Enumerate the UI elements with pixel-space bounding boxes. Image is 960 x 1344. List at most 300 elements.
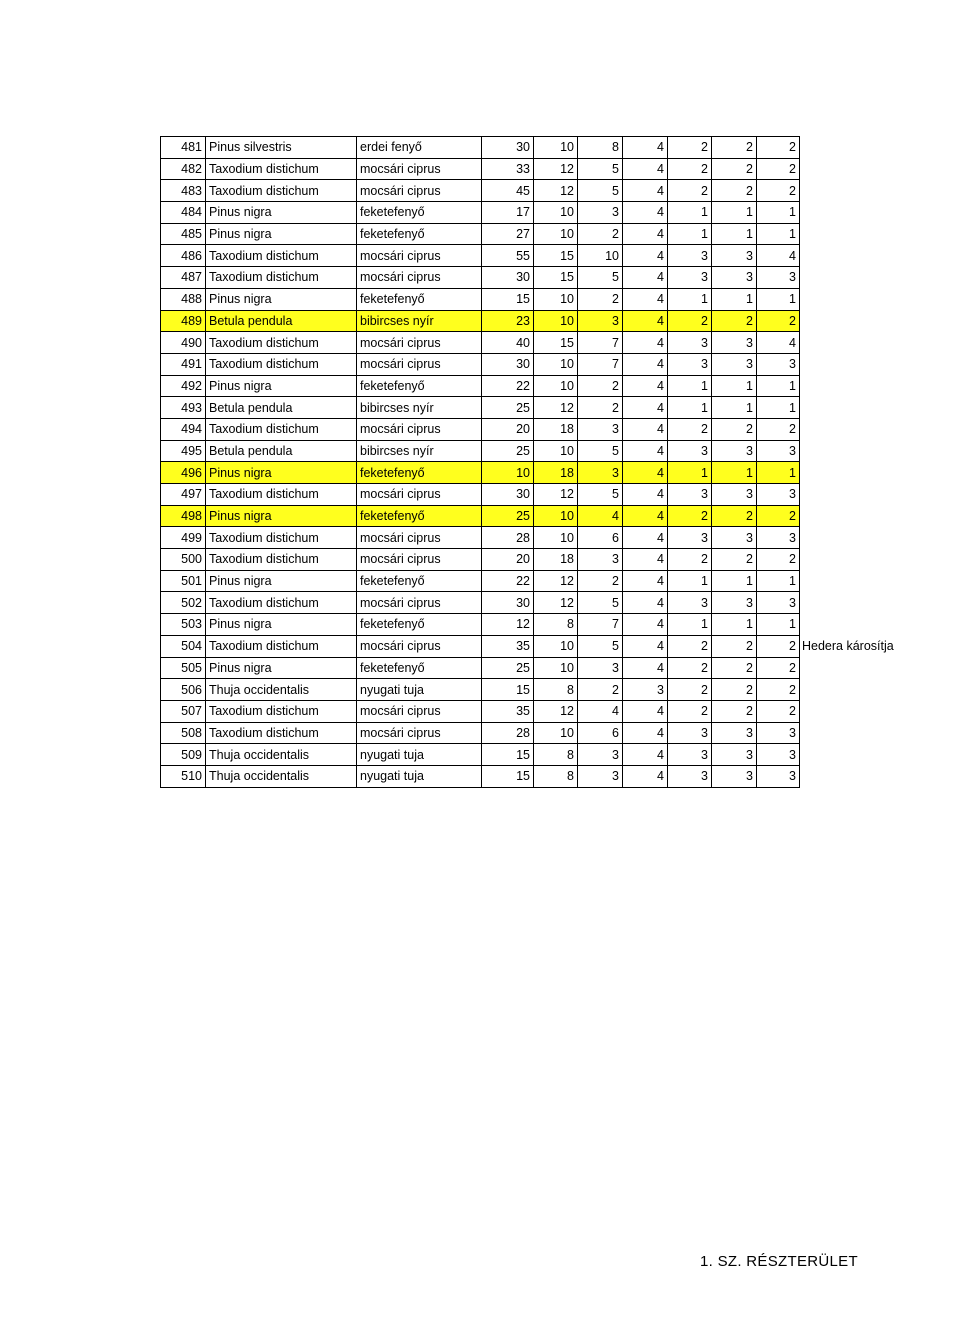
latin-name-cell: Pinus nigra bbox=[206, 223, 357, 245]
page-footer: 1. SZ. RÉSZTERÜLET bbox=[700, 1253, 858, 1270]
value-cell: 55 bbox=[482, 245, 534, 267]
value-cell: 4 bbox=[757, 332, 800, 354]
table-row bbox=[161, 353, 898, 375]
note-cell bbox=[800, 570, 898, 592]
value-cell: 30 bbox=[482, 267, 534, 289]
value-cell: 4 bbox=[623, 137, 668, 159]
hungarian-name-cell: mocsári ciprus bbox=[357, 418, 482, 440]
value-cell: 10 bbox=[534, 223, 578, 245]
value-cell: 3 bbox=[757, 527, 800, 549]
tree-number-cell: 497 bbox=[161, 484, 206, 506]
value-cell: 2 bbox=[757, 635, 800, 657]
note-cell bbox=[800, 722, 898, 744]
latin-name-cell: Taxodium distichum bbox=[206, 549, 357, 571]
latin-name-cell: Pinus silvestris bbox=[206, 137, 357, 159]
value-cell: 4 bbox=[623, 505, 668, 527]
table-row bbox=[161, 288, 898, 310]
value-cell: 3 bbox=[757, 267, 800, 289]
value-cell: 25 bbox=[482, 657, 534, 679]
value-cell: 2 bbox=[712, 158, 757, 180]
note-cell bbox=[800, 440, 898, 462]
latin-name-cell: Thuja occidentalis bbox=[206, 765, 357, 787]
value-cell: 15 bbox=[534, 245, 578, 267]
value-cell: 45 bbox=[482, 180, 534, 202]
note-cell bbox=[800, 765, 898, 787]
table-row bbox=[161, 765, 898, 787]
value-cell: 2 bbox=[757, 180, 800, 202]
value-cell: 22 bbox=[482, 375, 534, 397]
latin-name-cell: Thuja occidentalis bbox=[206, 679, 357, 701]
value-cell: 4 bbox=[623, 288, 668, 310]
table-row bbox=[161, 549, 898, 571]
note-cell bbox=[800, 527, 898, 549]
value-cell: 3 bbox=[668, 765, 712, 787]
value-cell: 30 bbox=[482, 353, 534, 375]
value-cell: 1 bbox=[668, 375, 712, 397]
value-cell: 3 bbox=[668, 722, 712, 744]
latin-name-cell: Pinus nigra bbox=[206, 202, 357, 224]
hungarian-name-cell: feketefenyő bbox=[357, 657, 482, 679]
value-cell: 3 bbox=[668, 353, 712, 375]
tree-number-cell: 501 bbox=[161, 570, 206, 592]
latin-name-cell: Taxodium distichum bbox=[206, 527, 357, 549]
latin-name-cell: Pinus nigra bbox=[206, 614, 357, 636]
table-row bbox=[161, 635, 898, 657]
value-cell: 7 bbox=[578, 332, 623, 354]
hungarian-name-cell: feketefenyő bbox=[357, 223, 482, 245]
value-cell: 10 bbox=[482, 462, 534, 484]
value-cell: 2 bbox=[712, 635, 757, 657]
hungarian-name-cell: mocsári ciprus bbox=[357, 592, 482, 614]
value-cell: 15 bbox=[482, 288, 534, 310]
value-cell: 4 bbox=[623, 180, 668, 202]
value-cell: 10 bbox=[534, 353, 578, 375]
value-cell: 23 bbox=[482, 310, 534, 332]
value-cell: 4 bbox=[623, 700, 668, 722]
value-cell: 18 bbox=[534, 462, 578, 484]
tree-number-cell: 498 bbox=[161, 505, 206, 527]
value-cell: 4 bbox=[623, 765, 668, 787]
value-cell: 3 bbox=[757, 592, 800, 614]
value-cell: 1 bbox=[668, 288, 712, 310]
value-cell: 4 bbox=[623, 375, 668, 397]
value-cell: 12 bbox=[534, 180, 578, 202]
tree-number-cell: 486 bbox=[161, 245, 206, 267]
hungarian-name-cell: mocsári ciprus bbox=[357, 332, 482, 354]
table-row bbox=[161, 137, 898, 159]
value-cell: 10 bbox=[534, 440, 578, 462]
value-cell: 1 bbox=[668, 614, 712, 636]
latin-name-cell: Betula pendula bbox=[206, 397, 357, 419]
value-cell: 1 bbox=[712, 375, 757, 397]
hungarian-name-cell: mocsári ciprus bbox=[357, 158, 482, 180]
note-cell bbox=[800, 397, 898, 419]
table-row bbox=[161, 202, 898, 224]
value-cell: 7 bbox=[578, 614, 623, 636]
latin-name-cell: Taxodium distichum bbox=[206, 353, 357, 375]
value-cell: 15 bbox=[534, 332, 578, 354]
latin-name-cell: Taxodium distichum bbox=[206, 484, 357, 506]
value-cell: 1 bbox=[712, 202, 757, 224]
hungarian-name-cell: feketefenyő bbox=[357, 614, 482, 636]
value-cell: 1 bbox=[712, 462, 757, 484]
value-cell: 2 bbox=[712, 679, 757, 701]
value-cell: 10 bbox=[534, 137, 578, 159]
value-cell: 4 bbox=[578, 700, 623, 722]
value-cell: 7 bbox=[578, 353, 623, 375]
hungarian-name-cell: feketefenyő bbox=[357, 375, 482, 397]
tree-number-cell: 506 bbox=[161, 679, 206, 701]
value-cell: 3 bbox=[757, 722, 800, 744]
value-cell: 2 bbox=[668, 180, 712, 202]
value-cell: 3 bbox=[578, 744, 623, 766]
hungarian-name-cell: bibircses nyír bbox=[357, 397, 482, 419]
value-cell: 2 bbox=[578, 397, 623, 419]
value-cell: 27 bbox=[482, 223, 534, 245]
value-cell: 5 bbox=[578, 592, 623, 614]
value-cell: 18 bbox=[534, 418, 578, 440]
tree-number-cell: 502 bbox=[161, 592, 206, 614]
value-cell: 3 bbox=[578, 549, 623, 571]
value-cell: 8 bbox=[534, 614, 578, 636]
value-cell: 10 bbox=[534, 505, 578, 527]
value-cell: 4 bbox=[623, 744, 668, 766]
table-row bbox=[161, 527, 898, 549]
value-cell: 3 bbox=[712, 722, 757, 744]
value-cell: 1 bbox=[757, 397, 800, 419]
value-cell: 1 bbox=[757, 614, 800, 636]
value-cell: 10 bbox=[534, 722, 578, 744]
value-cell: 4 bbox=[623, 397, 668, 419]
value-cell: 6 bbox=[578, 527, 623, 549]
value-cell: 20 bbox=[482, 418, 534, 440]
value-cell: 6 bbox=[578, 722, 623, 744]
value-cell: 10 bbox=[578, 245, 623, 267]
tree-number-cell: 489 bbox=[161, 310, 206, 332]
note-cell bbox=[800, 267, 898, 289]
note-cell bbox=[800, 180, 898, 202]
value-cell: 2 bbox=[668, 700, 712, 722]
value-cell: 3 bbox=[668, 245, 712, 267]
hungarian-name-cell: mocsári ciprus bbox=[357, 267, 482, 289]
value-cell: 10 bbox=[534, 635, 578, 657]
table-row bbox=[161, 614, 898, 636]
value-cell: 4 bbox=[578, 505, 623, 527]
value-cell: 4 bbox=[623, 635, 668, 657]
note-cell bbox=[800, 592, 898, 614]
value-cell: 3 bbox=[712, 527, 757, 549]
value-cell: 1 bbox=[668, 223, 712, 245]
hungarian-name-cell: nyugati tuja bbox=[357, 744, 482, 766]
latin-name-cell: Pinus nigra bbox=[206, 657, 357, 679]
value-cell: 2 bbox=[578, 570, 623, 592]
latin-name-cell: Pinus nigra bbox=[206, 288, 357, 310]
note-cell bbox=[800, 505, 898, 527]
latin-name-cell: Taxodium distichum bbox=[206, 245, 357, 267]
tree-number-cell: 505 bbox=[161, 657, 206, 679]
value-cell: 8 bbox=[578, 137, 623, 159]
value-cell: 3 bbox=[578, 765, 623, 787]
value-cell: 3 bbox=[668, 332, 712, 354]
value-cell: 3 bbox=[668, 744, 712, 766]
value-cell: 8 bbox=[534, 744, 578, 766]
value-cell: 35 bbox=[482, 635, 534, 657]
table-row bbox=[161, 505, 898, 527]
value-cell: 2 bbox=[668, 635, 712, 657]
table-body bbox=[161, 137, 898, 788]
value-cell: 3 bbox=[712, 744, 757, 766]
value-cell: 3 bbox=[578, 202, 623, 224]
hungarian-name-cell: erdei fenyő bbox=[357, 137, 482, 159]
note-cell bbox=[800, 679, 898, 701]
value-cell: 4 bbox=[623, 310, 668, 332]
value-cell: 2 bbox=[668, 679, 712, 701]
value-cell: 8 bbox=[534, 679, 578, 701]
value-cell: 1 bbox=[712, 570, 757, 592]
value-cell: 10 bbox=[534, 375, 578, 397]
value-cell: 2 bbox=[712, 310, 757, 332]
hungarian-name-cell: mocsári ciprus bbox=[357, 527, 482, 549]
tree-number-cell: 496 bbox=[161, 462, 206, 484]
latin-name-cell: Taxodium distichum bbox=[206, 180, 357, 202]
value-cell: 8 bbox=[534, 765, 578, 787]
value-cell: 2 bbox=[578, 288, 623, 310]
value-cell: 3 bbox=[578, 310, 623, 332]
value-cell: 4 bbox=[623, 418, 668, 440]
value-cell: 4 bbox=[623, 657, 668, 679]
table-row bbox=[161, 484, 898, 506]
value-cell: 2 bbox=[757, 679, 800, 701]
value-cell: 3 bbox=[757, 440, 800, 462]
value-cell: 25 bbox=[482, 505, 534, 527]
tree-number-cell: 484 bbox=[161, 202, 206, 224]
hungarian-name-cell: mocsári ciprus bbox=[357, 353, 482, 375]
value-cell: 2 bbox=[757, 137, 800, 159]
value-cell: 25 bbox=[482, 440, 534, 462]
latin-name-cell: Taxodium distichum bbox=[206, 592, 357, 614]
value-cell: 12 bbox=[534, 700, 578, 722]
value-cell: 1 bbox=[712, 614, 757, 636]
value-cell: 2 bbox=[712, 657, 757, 679]
value-cell: 3 bbox=[712, 245, 757, 267]
hungarian-name-cell: mocsári ciprus bbox=[357, 484, 482, 506]
tree-number-cell: 510 bbox=[161, 765, 206, 787]
value-cell: 3 bbox=[757, 353, 800, 375]
value-cell: 1 bbox=[668, 202, 712, 224]
hungarian-name-cell: bibircses nyír bbox=[357, 310, 482, 332]
latin-name-cell: Pinus nigra bbox=[206, 375, 357, 397]
value-cell: 4 bbox=[623, 614, 668, 636]
note-cell bbox=[800, 700, 898, 722]
table-row bbox=[161, 397, 898, 419]
value-cell: 22 bbox=[482, 570, 534, 592]
value-cell: 3 bbox=[668, 592, 712, 614]
value-cell: 3 bbox=[757, 744, 800, 766]
value-cell: 4 bbox=[623, 245, 668, 267]
tree-number-cell: 499 bbox=[161, 527, 206, 549]
value-cell: 2 bbox=[668, 310, 712, 332]
latin-name-cell: Betula pendula bbox=[206, 310, 357, 332]
value-cell: 4 bbox=[623, 440, 668, 462]
note-cell bbox=[800, 484, 898, 506]
value-cell: 2 bbox=[668, 418, 712, 440]
tree-number-cell: 495 bbox=[161, 440, 206, 462]
table-row bbox=[161, 418, 898, 440]
table-row bbox=[161, 679, 898, 701]
value-cell: 4 bbox=[623, 223, 668, 245]
value-cell: 12 bbox=[534, 570, 578, 592]
value-cell: 12 bbox=[534, 397, 578, 419]
value-cell: 1 bbox=[712, 397, 757, 419]
table-row bbox=[161, 657, 898, 679]
value-cell: 1 bbox=[757, 288, 800, 310]
tree-number-cell: 493 bbox=[161, 397, 206, 419]
value-cell: 10 bbox=[534, 310, 578, 332]
hungarian-name-cell: feketefenyő bbox=[357, 202, 482, 224]
value-cell: 2 bbox=[757, 700, 800, 722]
hungarian-name-cell: nyugati tuja bbox=[357, 765, 482, 787]
latin-name-cell: Taxodium distichum bbox=[206, 267, 357, 289]
value-cell: 4 bbox=[623, 202, 668, 224]
value-cell: 3 bbox=[578, 657, 623, 679]
tree-number-cell: 500 bbox=[161, 549, 206, 571]
value-cell: 2 bbox=[668, 158, 712, 180]
note-cell bbox=[800, 310, 898, 332]
value-cell: 2 bbox=[668, 657, 712, 679]
value-cell: 5 bbox=[578, 180, 623, 202]
value-cell: 5 bbox=[578, 484, 623, 506]
table-row bbox=[161, 722, 898, 744]
value-cell: 30 bbox=[482, 484, 534, 506]
value-cell: 2 bbox=[757, 657, 800, 679]
value-cell: 35 bbox=[482, 700, 534, 722]
hungarian-name-cell: feketefenyő bbox=[357, 505, 482, 527]
value-cell: 1 bbox=[712, 288, 757, 310]
tree-number-cell: 488 bbox=[161, 288, 206, 310]
note-cell bbox=[800, 375, 898, 397]
value-cell: 3 bbox=[712, 267, 757, 289]
value-cell: 2 bbox=[712, 137, 757, 159]
table-row bbox=[161, 223, 898, 245]
note-cell bbox=[800, 202, 898, 224]
value-cell: 10 bbox=[534, 202, 578, 224]
note-cell bbox=[800, 245, 898, 267]
value-cell: 2 bbox=[668, 137, 712, 159]
note-cell bbox=[800, 418, 898, 440]
value-cell: 4 bbox=[623, 549, 668, 571]
value-cell: 18 bbox=[534, 549, 578, 571]
tree-number-cell: 487 bbox=[161, 267, 206, 289]
value-cell: 4 bbox=[623, 158, 668, 180]
value-cell: 1 bbox=[668, 570, 712, 592]
tree-inventory-table bbox=[160, 136, 898, 788]
value-cell: 2 bbox=[757, 158, 800, 180]
note-cell bbox=[800, 614, 898, 636]
value-cell: 4 bbox=[757, 245, 800, 267]
value-cell: 5 bbox=[578, 267, 623, 289]
table-row bbox=[161, 440, 898, 462]
hungarian-name-cell: mocsári ciprus bbox=[357, 722, 482, 744]
note-cell bbox=[800, 657, 898, 679]
value-cell: 25 bbox=[482, 397, 534, 419]
value-cell: 4 bbox=[623, 332, 668, 354]
value-cell: 4 bbox=[623, 592, 668, 614]
value-cell: 1 bbox=[668, 397, 712, 419]
value-cell: 3 bbox=[668, 527, 712, 549]
value-cell: 15 bbox=[482, 744, 534, 766]
hungarian-name-cell: feketefenyő bbox=[357, 570, 482, 592]
table-row bbox=[161, 592, 898, 614]
tree-number-cell: 509 bbox=[161, 744, 206, 766]
latin-name-cell: Taxodium distichum bbox=[206, 418, 357, 440]
value-cell: 2 bbox=[712, 549, 757, 571]
value-cell: 4 bbox=[623, 484, 668, 506]
tree-number-cell: 507 bbox=[161, 700, 206, 722]
note-cell bbox=[800, 332, 898, 354]
latin-name-cell: Betula pendula bbox=[206, 440, 357, 462]
value-cell: 4 bbox=[623, 462, 668, 484]
tree-number-cell: 504 bbox=[161, 635, 206, 657]
value-cell: 4 bbox=[623, 570, 668, 592]
note-cell bbox=[800, 549, 898, 571]
value-cell: 3 bbox=[712, 353, 757, 375]
value-cell: 17 bbox=[482, 202, 534, 224]
value-cell: 12 bbox=[534, 158, 578, 180]
value-cell: 12 bbox=[534, 592, 578, 614]
value-cell: 1 bbox=[668, 462, 712, 484]
value-cell: 3 bbox=[712, 484, 757, 506]
value-cell: 2 bbox=[757, 310, 800, 332]
value-cell: 4 bbox=[623, 353, 668, 375]
table-row bbox=[161, 158, 898, 180]
note-cell bbox=[800, 137, 898, 159]
value-cell: 3 bbox=[757, 765, 800, 787]
value-cell: 33 bbox=[482, 158, 534, 180]
note-cell bbox=[800, 353, 898, 375]
value-cell: 30 bbox=[482, 592, 534, 614]
value-cell: 2 bbox=[712, 418, 757, 440]
value-cell: 3 bbox=[712, 332, 757, 354]
value-cell: 5 bbox=[578, 158, 623, 180]
value-cell: 3 bbox=[578, 462, 623, 484]
note-cell bbox=[800, 462, 898, 484]
tree-number-cell: 508 bbox=[161, 722, 206, 744]
value-cell: 2 bbox=[578, 375, 623, 397]
tree-number-cell: 483 bbox=[161, 180, 206, 202]
value-cell: 5 bbox=[578, 635, 623, 657]
hungarian-name-cell: mocsári ciprus bbox=[357, 245, 482, 267]
value-cell: 28 bbox=[482, 527, 534, 549]
note-cell bbox=[800, 158, 898, 180]
tree-number-cell: 481 bbox=[161, 137, 206, 159]
value-cell: 2 bbox=[578, 223, 623, 245]
table-row bbox=[161, 462, 898, 484]
table-row bbox=[161, 744, 898, 766]
value-cell: 2 bbox=[757, 549, 800, 571]
latin-name-cell: Thuja occidentalis bbox=[206, 744, 357, 766]
value-cell: 3 bbox=[712, 765, 757, 787]
value-cell: 2 bbox=[668, 505, 712, 527]
tree-number-cell: 492 bbox=[161, 375, 206, 397]
value-cell: 3 bbox=[668, 267, 712, 289]
value-cell: 2 bbox=[757, 418, 800, 440]
hungarian-name-cell: feketefenyő bbox=[357, 288, 482, 310]
value-cell: 10 bbox=[534, 657, 578, 679]
value-cell: 5 bbox=[578, 440, 623, 462]
value-cell: 15 bbox=[482, 679, 534, 701]
value-cell: 4 bbox=[623, 722, 668, 744]
latin-name-cell: Taxodium distichum bbox=[206, 158, 357, 180]
